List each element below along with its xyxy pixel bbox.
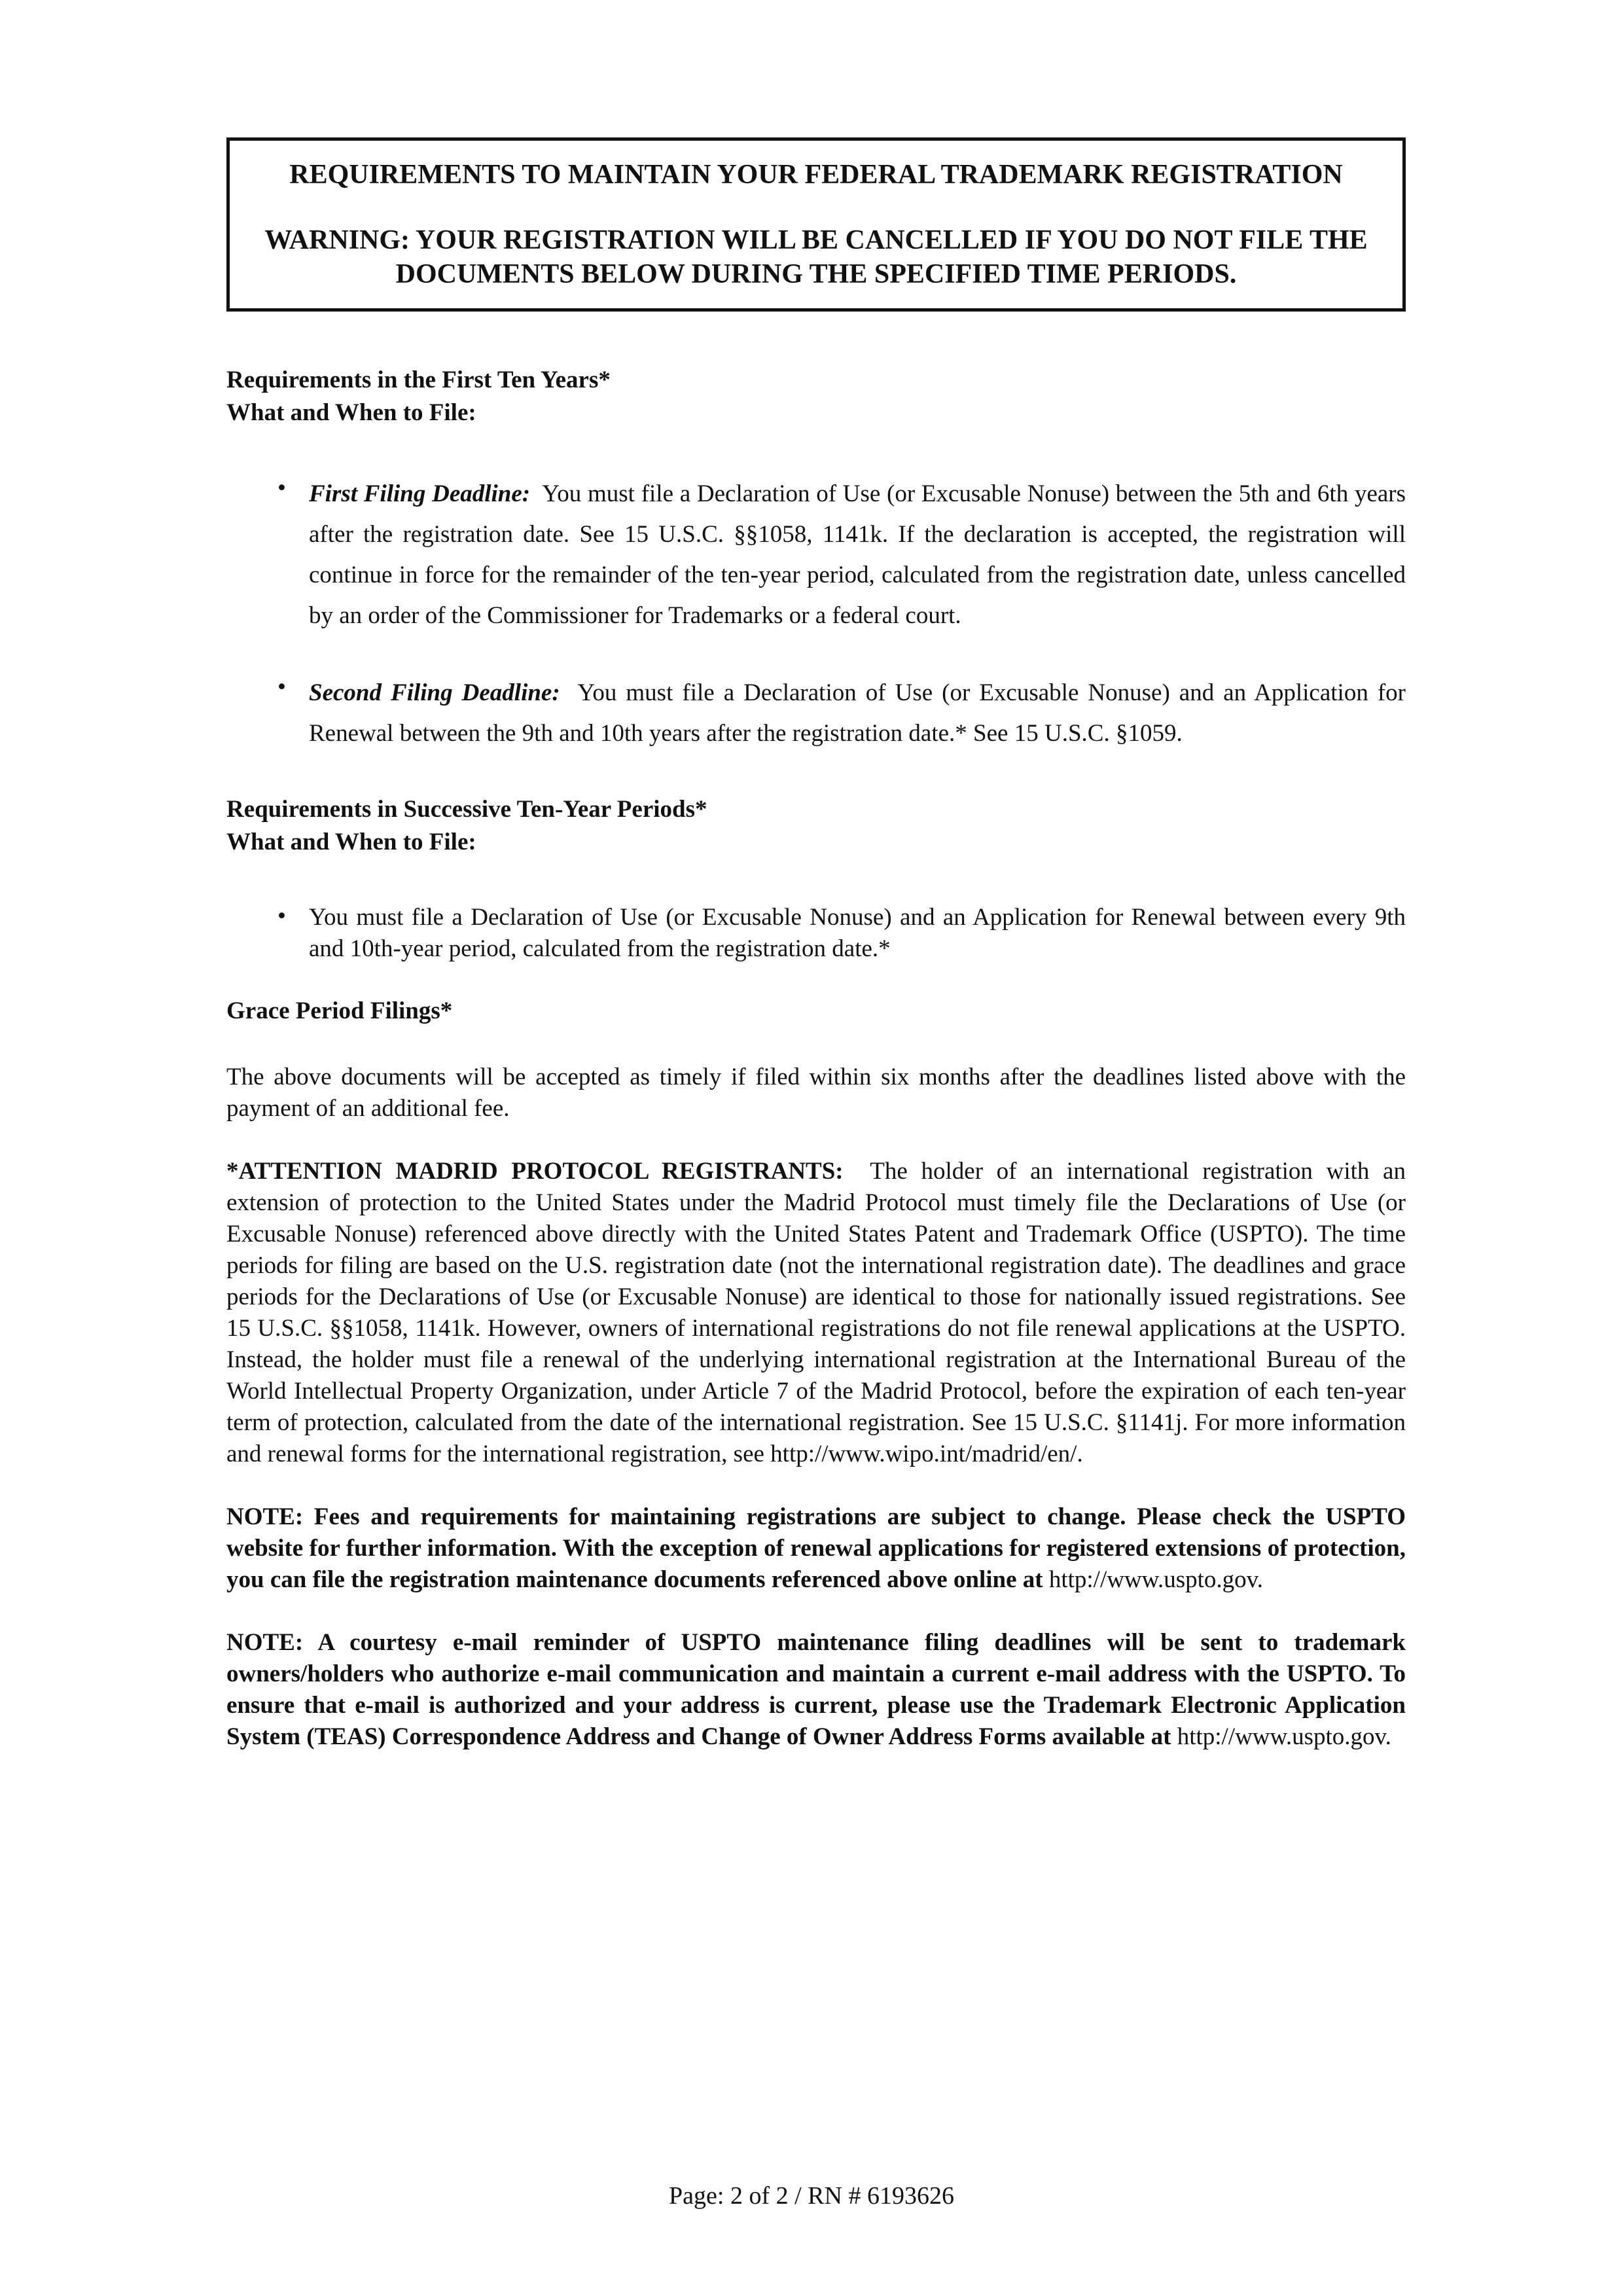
bullet-icon: • — [277, 475, 286, 501]
first-filing-text: You must file a Declaration of Use (or Excusable Nonuse) between the 5th and 6th years after the registration date. See 15 U.S.C. §§1058, 1141k. If the declaration is accepted, the registration will continue in force for the remainder of the ten-year period, calculated from the registration date, unless cancelled by an order of the Commissioner for Trademarks or a federal court. — [309, 480, 1406, 629]
header-box — [226, 137, 1406, 312]
page-footer: Page: 2 of 2 / RN # 6193626 — [669, 2182, 954, 2210]
list-item — [226, 474, 1406, 636]
grace-text: The above documents will be accepted as timely if filed within six months after the deadlines listed above with the payment of an additional fee. — [226, 1064, 1406, 1122]
first-ten-list — [226, 474, 1406, 754]
uspto-link[interactable]: http://www.uspto.gov. — [1177, 1723, 1391, 1750]
second-filing-text: You must file a Declaration of Use (or Excusable Nonuse) and an Application for Renewal between the 9th and 10th years after the registration date.* See 15 U.S.C. §1059. — [309, 679, 1406, 747]
bullet-icon: • — [277, 903, 286, 929]
first-ten-subheading: What and When to File: — [226, 399, 476, 426]
grace-heading: Grace Period Filings* — [226, 997, 453, 1024]
madrid-text: The holder of an international registration with an extension of protection to the United States under the Madrid Protocol must timely file the Declarations of Use (or Excusable Nonuse) referenced above directly with the United States Patent and Trademark Office (USPTO). The time periods for filing are based on the U.S. registration date (not the international registration date). The deadlines and grace periods for the Declarations of Use (or Excusable Nonuse) are identical to those for nationally issued registrations. See 15 U.S.C. §§1058, 1141k. However, owners of international registrations do not file renewal applications at the USPTO. Instead, the holder must file a renewal of the underlying international registration at the International Bureau of the World Intellectual Property Organization, under Article 7 of the Madrid Protocol, before the expiration of each ten-year term of protection, calculated from the date of the international registration. See 15 U.S.C. §1141j. For more information and renewal forms for the international registration, see http://www.wipo.int/madrid/en/. — [226, 1158, 1406, 1467]
first-ten-heading: Requirements in the First Ten Years* — [226, 367, 611, 393]
successive-heading: Requirements in Successive Ten-Year Periods* — [226, 796, 707, 823]
first-filing-label: First Filing Deadline: — [309, 480, 531, 507]
successive-list — [226, 902, 1406, 965]
document-page — [226, 137, 1406, 1753]
header-warning: WARNING: YOUR REGISTRATION WILL BE CANCELLED IF YOU DO NOT FILE THE DOCUMENTS BELOW DURING THE SPECIFIED TIME PERIODS. — [264, 225, 1368, 289]
bullet-icon: • — [277, 673, 286, 700]
note-fees — [226, 1501, 1406, 1596]
note-email — [226, 1627, 1406, 1753]
list-item — [226, 902, 1406, 965]
note-fees-text: NOTE: Fees and requirements for maintaining registrations are subject to change. Please check the USPTO website for further information. With the exception of renewal applications for registered extensions of protection, you can file the registration maintenance documents referenced above online at — [226, 1503, 1406, 1593]
uspto-link[interactable]: http://www.uspto.gov. — [1048, 1566, 1264, 1593]
madrid-paragraph — [226, 1156, 1406, 1470]
successive-subheading: What and When to File: — [226, 829, 476, 855]
second-filing-label: Second Filing Deadline: — [309, 679, 560, 706]
successive-text: You must file a Declaration of Use (or Excusable Nonuse) and an Application for Renewal between every 9th and 10th-year period, calculated from the registration date.* — [309, 904, 1406, 962]
madrid-label: *ATTENTION MADRID PROTOCOL REGISTRANTS: — [226, 1158, 844, 1185]
list-item — [226, 673, 1406, 754]
note-email-text: NOTE: A courtesy e-mail reminder of USPTO maintenance filing deadlines will be sent to trademark owners/holders who authorize e-mail communication and maintain a current e-mail address with the USPTO. To ensure that e-mail is authorized and your address is current, please use the Trademark Electronic Application System (TEAS) Correspondence Address and Change of Owner Address Forms available at — [226, 1629, 1406, 1750]
header-title: REQUIREMENTS TO MAINTAIN YOUR FEDERAL TRADEMARK REGISTRATION — [289, 160, 1343, 190]
